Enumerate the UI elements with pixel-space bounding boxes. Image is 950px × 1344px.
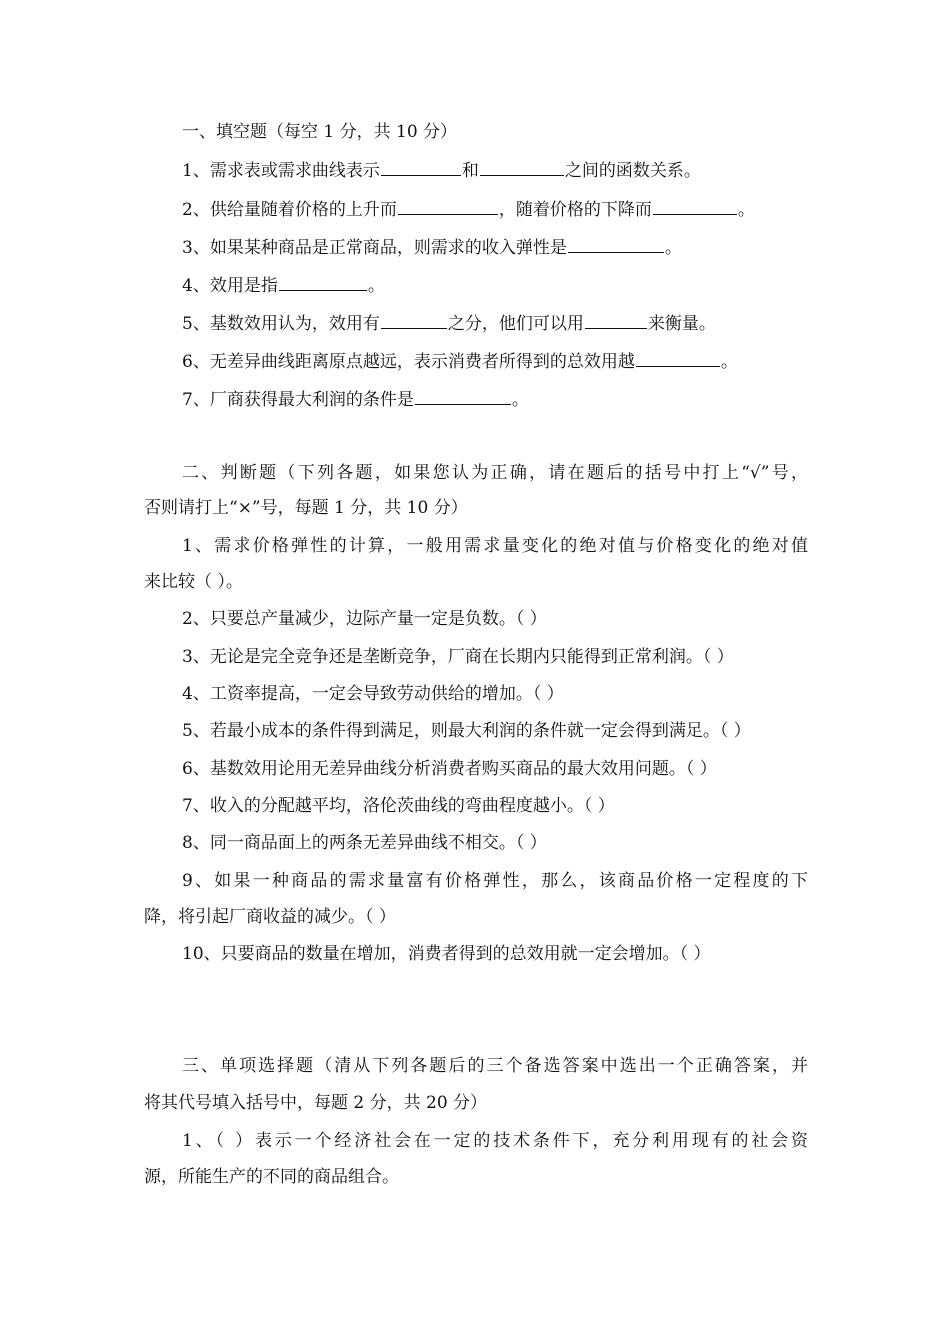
answer-blank [568,235,664,253]
section2-title: 二、判断题（下列各题，如果您认为正确，请在题后的括号中打上“√”号， [182,463,808,483]
section3-title-cont: 将其代号填入括号中，每题 2 分，共 20 分） [144,1093,488,1113]
s1-question-4 [182,273,385,298]
s1-question-2 [182,197,755,222]
section1-title: 一、填空题（每空 1 分，共 10 分） [182,122,458,142]
q-text: 1、需求表或需求曲线表示 [182,161,380,181]
s2-question-2: 2、只要总产量减少，边际产量一定是负数。（ ） [182,609,547,629]
answer-blank [636,349,720,367]
q-text: 。 [720,352,738,372]
q-text: 。 [367,276,385,296]
q-text: 。 [664,238,682,258]
section3-title: 三、单项选择题（清从下列各题后的三个备选答案中选出一个正确答案，并 [182,1056,808,1076]
q-text: 7、厂商获得最大利润的条件是 [182,390,414,410]
q-text: 2、供给量随着价格的上升而 [182,200,397,220]
q-text: ，随着价格的下降而 [498,200,652,220]
s2-question-6: 6、基数效用论用无差异曲线分析消费者购买商品的最大效用问题。（ ） [182,759,717,779]
answer-blank [279,273,367,291]
q-text: 4、效用是指 [182,276,278,296]
s2-question-5: 5、若最小成本的条件得到满足，则最大利润的条件就一定会得到满足。（ ） [182,721,751,741]
s2-question-9: 9、如果一种商品的需求量富有价格弹性，那么，该商品价格一定程度的下 [182,871,808,891]
q-text: 和 [461,161,479,181]
q-text: 。 [737,200,755,220]
section2-title-cont: 否则请打上“×”号，每题 1 分，共 10 分） [144,498,468,518]
answer-blank [381,311,447,329]
s3-question-1: 1、（ ）表示一个经济社会在一定的技术条件下，充分利用现有的社会资 [182,1131,808,1151]
answer-blank [381,158,461,176]
answer-blank [415,387,511,405]
s1-question-6 [182,349,738,374]
q-text: 3、如果某种商品是正常商品，则需求的收入弹性是 [182,238,567,258]
q-text: 。 [511,390,529,410]
s1-question-3 [182,235,682,260]
s2-question-1-cont: 来比较（ ）。 [144,572,243,592]
q-text: 6、无差异曲线距离原点越远，表示消费者所得到的总效用越 [182,352,635,372]
s1-question-7 [182,387,529,412]
q-text: 之分，他们可以用 [447,314,584,334]
s1-question-5 [182,311,716,336]
q-text: 来衡量。 [647,314,716,334]
s2-question-1: 1、需求价格弹性的计算，一般用需求量变化的绝对值与价格变化的绝对值 [182,536,808,556]
s2-question-10: 10、只要商品的数量在增加，消费者得到的总效用就一定会增加。（ ） [182,944,711,964]
s2-question-7: 7、收入的分配越平均，洛伦茨曲线的弯曲程度越小。（ ） [182,796,615,816]
s2-question-4: 4、工资率提高，一定会导致劳动供给的增加。（ ） [182,684,564,704]
answer-blank [653,197,737,215]
answer-blank [398,197,498,215]
s2-question-3: 3、无论是完全竞争还是垄断竞争，厂商在长期内只能得到正常利润。（ ） [182,647,734,667]
q-text: 之间的函数关系。 [564,161,701,181]
q-text: 5、基数效用认为，效用有 [182,314,380,334]
answer-blank [585,311,647,329]
s1-question-1 [182,158,701,183]
s3-question-1-cont: 源，所能生产的不同的商品组合。 [144,1167,399,1187]
answer-blank [480,158,564,176]
s2-question-9-cont: 降，将引起厂商收益的减少。（ ） [144,907,396,927]
s2-question-8: 8、同一商品面上的两条无差异曲线不相交。（ ） [182,833,547,853]
